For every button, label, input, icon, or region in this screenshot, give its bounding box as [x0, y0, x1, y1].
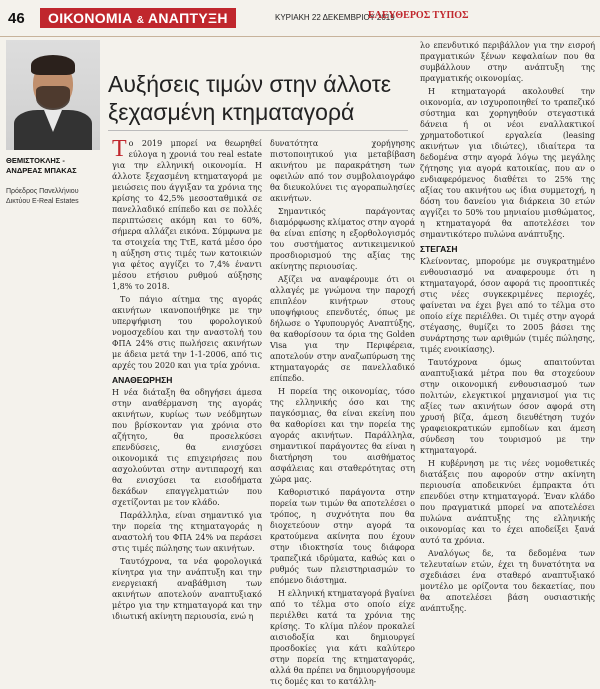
article-title: Αυξήσεις τιμών στην άλλοτε ξεχασμένη κτηματαγορά: [108, 71, 392, 125]
paragraph: Κλείνοντας, μπορούμε με συγκρατημένο ενθουσιασμό να αναφερουμε ότι η κτηματαγορά, όσον αφορά τις προοπτικές στις νέες συγκεκριμένες περιοχές, φαίνεται να έχει βγει από το τέλμα στο οποίο είχε περιέλθει. Οι τιμές στην αγορά στέγασης, θυμίζει το 2005 βάσει της συνάρτησης των αριθμών (τιμές πώλησης, τιμές ενοικίασης).: [420, 257, 595, 354]
column-1-lead: [112, 138, 262, 292]
section-amp: &: [136, 15, 145, 26]
article-column-2: [270, 138, 415, 689]
paragraph: Ταυτόχρονα όμως απαιτούνται αναπτυξιακά μέτρα που θα στοχεύουν στην οικονομική ενθουσιασμού των πολιτών, ελεγκτικοί μηχανισμοί για τις αξίες των ακινήτων όσον αφορά στη χρυσή βίζα, άμεση διευθέτηση τυχόν γραφειοκρατικών εμποδίων και άμεση σύνδεση του τουρισμού με την κτηματαγορά.: [420, 358, 595, 455]
paragraph: Παράλληλα, είναι σημαντικό για την πορεία της κτηματαγοράς η αναστολή του ΦΠΑ 24% να περάσει στις τιμές πώλησης των ακινήτων.: [112, 511, 262, 553]
page-header: [0, 0, 600, 38]
paragraph: Το πάγιο αίτημα της αγοράς ακινήτων ικανοποιήθηκε με την υπερψήφιση του φορολογικού νομοσχεδίου και την αναστολή του ΦΠΑ 24% στις πωλήσεις ακινήτων με άδεια μετά την 1-1-2006, από τις αρχές του 2020 και για τρία χρόνια.: [112, 295, 262, 370]
paragraph: Αξίζει να αναφέρουμε ότι οι αλλαγές με γνώμονα την παροχή επιπλέον κινήτρων στους υποψήφιους επενδυτές, όπως με δήλωσε ο Υφυπουργός Αναπτύξης, θα καθορίσουν τα όρια της Golden Visa για την Περιφέρεια, αποτελούν στην αναζωπύρωση της κτηματαγοράς σε πανελλαδικό επίπεδο.: [270, 275, 415, 383]
subheading-anatheorisi: ΑΝΑΘΕΩΡΗΣΗ: [112, 375, 173, 385]
section-sub: ΑΝΑΠΤΥΞΗ: [147, 10, 228, 26]
page-number: 46: [8, 10, 25, 27]
paragraph: Καθοριστικό παράγοντα στην πορεία των τιμών θα αποτελέσει ο τρόπος, η συχνότητα που θα διοχετεύουν στην αγορά τα κρατούμενα ακίνητα που έχουν στην ιδιοκτησία τους διάφορα τραπεζικά ιδρύματα, καθώς και ο ρυθμός των πλειστηριασμών το επόμενο διάστημα.: [270, 488, 415, 585]
title-rule: [108, 130, 408, 131]
section-main: ΟΙΚΟΝΟΜΙΑ: [48, 10, 133, 26]
paragraph: Η κυβέρνηση με τις νέες νομοθετικές διατάξεις που αφορούν στην ακίνητη περιουσία αποδεικνύει έμπρακτα ότι επενδύει στην κτηματαγορά. Έναν κλάδο που πραγματικά μπορεί να αποτελέσει πυλώνα ανάπτυξης της ελληνικής οικονομίας και το έχει αποδείξει ξανά αυτό τα χρόνια.: [420, 459, 595, 545]
paragraph: Η κτηματαγορά ακολουθεί την οικονομία, αν ισχυροποιηθεί το τραπεζικό σύστημα και χορηγηθούν στεγαστικά δάνεια ή οι νέοι εναλλακτικοί χρηματοδοτικοί εργαλεία (leasing ακινήτων για ιδιώτες), ιδιαίτερα τα δεδομένα στην αγορά λόγω της μεγάλης ζήτησης για αγορά κατοικίας, που αν ο ενδιαφερόμενος διαθέτει το 25% της αξίας του ακινήτου ως ίδια συμμετοχή, η δόση του δανείου για διάρκεια 30 ετών αγγίζει το 50% του μηνιαίου μισθώματος, η κτηματαγορά θα αποτελέσει τον σημαντικότερο πυλώνα ανάπτυξης.: [420, 87, 595, 239]
author-photo: [6, 40, 100, 150]
subheading-stegasi: ΣΤΕΓΑΣΗ: [420, 244, 458, 254]
drop-cap: Τ: [112, 136, 127, 162]
paragraph: Σημαντικός παράγοντας διαμόρφωσης κλίματος στην αγορά θα είναι επίσης η εξορθολογισμός του συστήματος αντικειμενικού προσδιορισμού της αξίας της ακίνητης περιουσίας.: [270, 207, 415, 271]
paragraph: λο επενδυτικό περιβάλλον για την εισροή πραγματικών ξένων κεφαλαίων που θα συμβάλλουν στην ανάπτυξη της πραγματικής οικονομίας.: [420, 41, 595, 83]
paragraph: Η νέα διάταξη θα οδηγήσει άμεσα στην αναθέρμανση της αγοράς ακινήτων, κυρίως των νεόδμητων που βρίσκονταν για χρόνια στο αζήτητο, θα προσελκύσει επενδύσεις, θα ενισχύσει οικονομικά τις επιχειρήσεις που ασχολούνται στην αντιπαροχή και θα ενισχύσει τα εισοδήματα δεκάδων επαγγελματιών που σχετίζονται με τον κλάδο.: [112, 388, 262, 507]
paragraph: δυνατότητα χορήγησης πιστοποιητικού για μεταβίβαση ακινήτου με παρακράτηση των οφειλών από τον συμβολαιογράφο θα διευκολύνει τις αγοραπωλησίες ακινήτων.: [270, 139, 415, 203]
author-name: ΘΕΜΙΣΤΟΚΛΗΣ - ΑΝΔΡΕΑΣ ΜΠΑΚΑΣ: [6, 156, 77, 175]
section-label: [40, 8, 236, 28]
article-column-1: [112, 138, 262, 624]
photo-hair: [31, 55, 75, 75]
issue-date: ΚΥΡΙΑΚΗ 22 ΔΕΚΕΜΒΡΙΟΥ 2019: [275, 13, 395, 22]
header-rule: [0, 36, 600, 37]
author-role: Πρόεδρος Πανελλήνιου Δικτύου E-Real Estates: [6, 188, 79, 205]
photo-beard: [36, 86, 70, 110]
newspaper-name: ΕΛΕΥΘΕΡΟΣ ΤΥΠΟΣ: [368, 10, 469, 21]
paragraph: Αναλόγως δε, τα δεδομένα των τελευταίων ετών, έχει τη δυνατότητα να σχεδιάσει ένα σταθερό αναπτυξιακό μοντέλο με ορίζοντα του δεκαετίας, που θα αποτελέσει βάση ουσιαστικής ανάπτυξης.: [420, 549, 595, 613]
paragraph: Η ελληνική κτηματαγορά βγαίνει από το τέλμα στο οποίο είχε περιέλθει κατά τα χρόνια της κρίσης. Το κλίμα πλέον προκαλεί αισιοδοξία και δημιουργεί προσδοκίες για κάτι καλύτερο στην πορεία της κτηματαγοράς, αλλά θα πρέπει να δημιουργήσουμε τις δομές και το κατάλλη-: [270, 589, 415, 686]
article-column-3: [420, 40, 595, 616]
paragraph: Η πορεία της οικονομίας, τόσο της ελληνικής όσο και της παγκόσμιας, θα είναι εκείνη που θα καθορίσει και την πορεία της αγοράς ακινήτων. Παράλληλα, σημαντικοί παράγοντες θα είναι η διατήρηση του αισθήματος ασφάλειας και σταθερότητας στη χώρα μας.: [270, 387, 415, 484]
lead-paragraph-text: ο 2019 μπορεί να θεωρηθεί εύλογα η χρονιά του real estate για την ελληνική οικονομία. Η άλλοτε ξεχασμένη κτηματαγορά με μειώσεις που άγγιξαν τα χρόνια της κρίσης το 42,5% μεσοσταθμικά σε πανελλαδικό επίπεδο και σε πολλές περιπτώσεις ακόμη και το 60%, σήμερα αλλάζει εικόνα. Σύμφωνα με τα στοιχεία της ΤτΕ, κατά μέσο όρο η αύξηση στις τιμές των κατοικιών για φέτος αγγίζει το 7,4% έναντι μέσου ετήσιου ρυθμού αύξησης 1,8% το 2018.: [112, 139, 262, 291]
paragraph: Ταυτόχρονα, τα νέα φορολογικά κίνητρα για την ανάπτυξη και την ενεργειακή αναβάθμιση των ακινήτων αποτελούν αναπτυξιακό μέτρο για την κτηματαγορά και την ιδιωτική ακίνητη περιουσία, ενώ η: [112, 557, 262, 621]
